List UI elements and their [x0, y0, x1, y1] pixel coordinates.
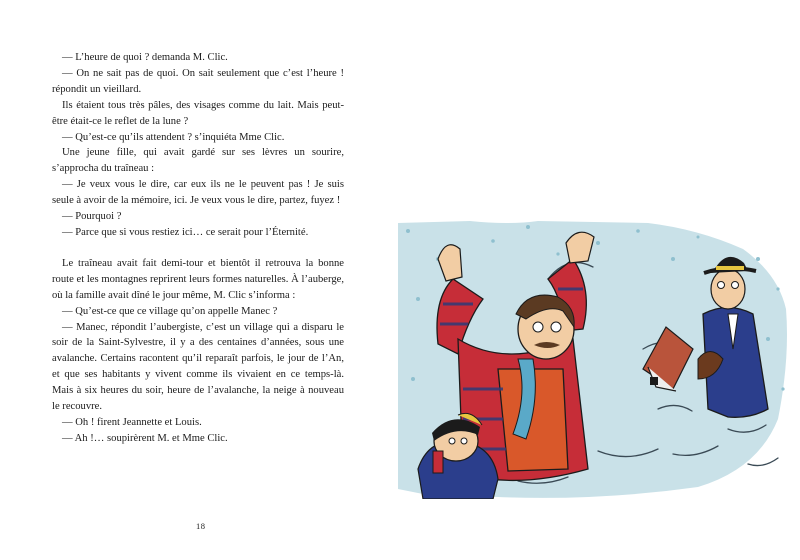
- paragraph: — Pourquoi ?: [62, 211, 122, 223]
- paragraph: — Ah !… soupirèrent M. et Mme Clic.: [62, 432, 228, 444]
- paragraph: Le traîneau avait fait demi-tour et bientôt il retrouva la bonne route et les montagnes reprirent leurs formes naturelles. À l’auberge, où la famille avait dîné le jour même, M. Clic s’informa :: [52, 257, 344, 301]
- paragraph: Ils étaient tous très pâles, des visages comme du lait. Mais peut-être était-ce le reflet de la lune ?: [52, 99, 344, 127]
- paragraph: — On ne sait pas de quoi. On sait seulement que c’est l’heure ! répondit un vieillard.: [52, 67, 344, 95]
- paragraph: — Manec, répondit l’aubergiste, c’est un village qui a disparu le soir de la Saint-Sylvestre, il y a des centaines d’années, sous une avalanche. Certains racontent qu’il reparaît parfois, le jour de l’An, et que ses habitants y vivent comme ils vivaient en ce temps-là. Mais à six heures du soir, heure de l’avalanche, la neige à nouveau le recouvre.: [52, 321, 344, 413]
- paragraph: — Qu’est-ce qu’ils attendent ? s’inquiéta Mme Clic.: [62, 131, 285, 143]
- page-number: 18: [196, 521, 206, 531]
- paragraph: — Qu’est-ce que ce village qu’on appelle Manec ?: [62, 305, 278, 317]
- paragraph: — Oh ! firent Jeannette et Louis.: [62, 416, 202, 428]
- avalanche-illustration: [398, 219, 788, 499]
- text-column: [52, 50, 344, 447]
- paragraph: — Parce que si vous restiez ici… ce serait pour l’Éternité.: [62, 226, 309, 238]
- paragraph: — L’heure de quoi ? demanda M. Clic.: [62, 52, 228, 63]
- paragraph: Une jeune fille, qui avait gardé sur ses lèvres un sourire, s’approcha du traîneau :: [52, 147, 344, 175]
- paragraph: — Je veux vous le dire, car eux ils ne le peuvent pas ! Je suis seule à avoir de la mémoire, ici. Je veux vous le dire, partez, fuyez !: [52, 179, 344, 207]
